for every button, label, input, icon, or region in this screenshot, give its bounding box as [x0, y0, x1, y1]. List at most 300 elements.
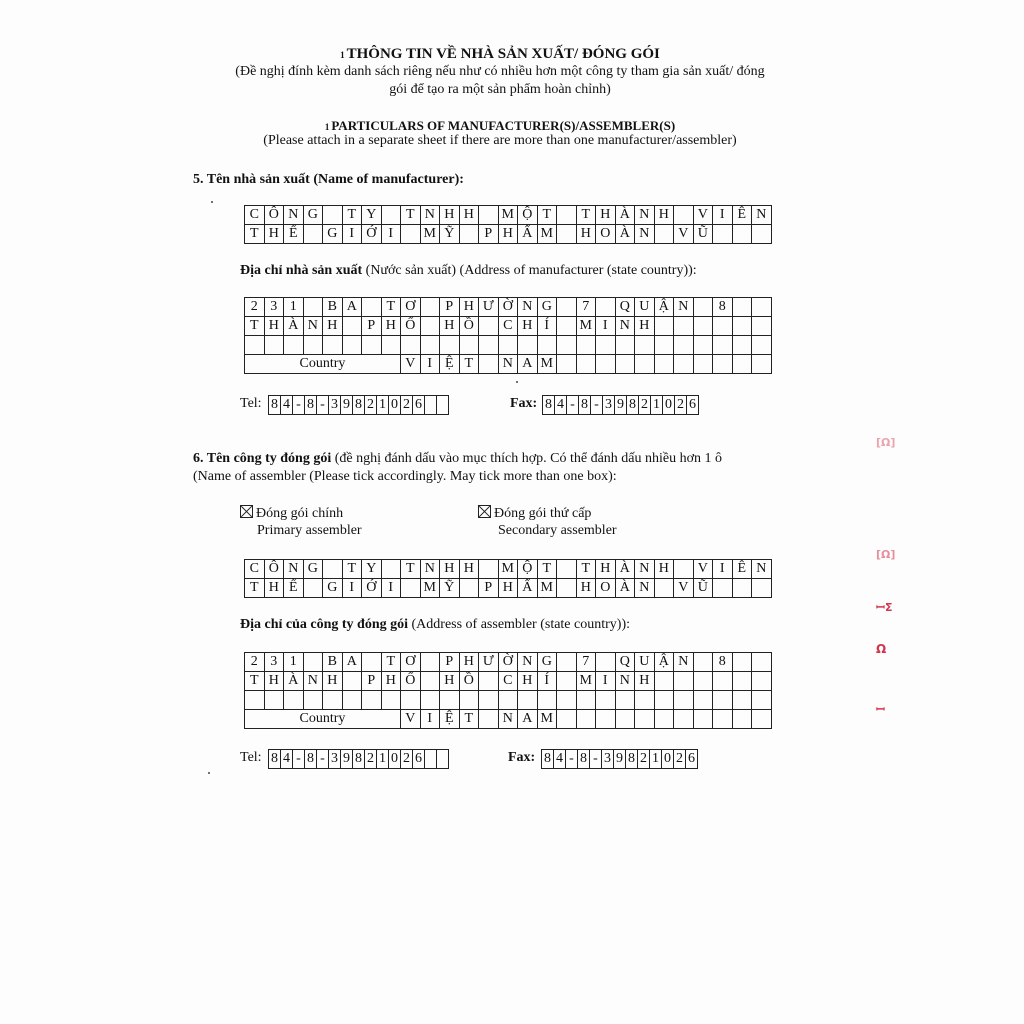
grid-cell: 8 — [579, 396, 591, 415]
grid-cell — [752, 672, 772, 691]
grid-cell: N — [498, 355, 518, 374]
grid-cell — [264, 691, 284, 710]
grid-cell — [420, 298, 440, 317]
grid-cell: - — [566, 750, 578, 769]
grid-cell: 1 — [284, 298, 304, 317]
grid-cell: 2 — [365, 750, 377, 769]
grid-cell: Ệ — [440, 355, 460, 374]
manufacturer-name-grid — [244, 205, 772, 244]
grid-cell: M — [498, 206, 518, 225]
grid-cell: T — [401, 206, 421, 225]
manufacturer-tel-boxes — [268, 395, 449, 415]
grid-cell: M — [576, 317, 596, 336]
grid-cell — [713, 317, 733, 336]
grid-cell — [732, 579, 752, 598]
grid-cell: Y — [362, 560, 382, 579]
grid-cell: H — [440, 560, 460, 579]
grid-cell: 4 — [555, 396, 567, 415]
grid-cell: I — [713, 206, 733, 225]
secondary-checkbox-checked[interactable] — [478, 505, 491, 518]
grid-cell: N — [303, 672, 323, 691]
grid-cell — [654, 225, 674, 244]
grid-cell: N — [420, 206, 440, 225]
grid-cell: T — [342, 206, 362, 225]
grid-cell: M — [537, 579, 557, 598]
grid-cell: 7 — [576, 653, 596, 672]
grid-cell: Ô — [264, 206, 284, 225]
grid-cell: H — [635, 672, 655, 691]
grid-cell: 9 — [614, 750, 626, 769]
grid-cell: 6 — [413, 396, 425, 415]
grid-cell: P — [479, 579, 499, 598]
assembler-address-label: Địa chỉ của công ty đóng gói (Address of assembler (state country)): — [240, 617, 630, 632]
grid-cell — [284, 336, 304, 355]
subtitle-en: (Please attach in a separate sheet if there are more than one manufacturer/assembler) — [263, 133, 737, 148]
grid-cell: G — [323, 225, 343, 244]
grid-cell: H — [635, 317, 655, 336]
grid-cell — [596, 653, 616, 672]
grid-cell — [654, 672, 674, 691]
grid-cell — [437, 396, 449, 415]
grid-cell — [557, 336, 577, 355]
grid-cell — [498, 691, 518, 710]
section5-heading: 5. Tên nhà sản xuất (Name of manufacturer): — [193, 172, 464, 187]
grid-cell — [245, 691, 265, 710]
grid-cell: 8 — [627, 396, 639, 415]
grid-cell — [752, 579, 772, 598]
grid-cell: Ệ — [440, 710, 460, 729]
grid-cell: N — [303, 317, 323, 336]
grid-cell: V — [693, 206, 713, 225]
grid-cell: 7 — [576, 298, 596, 317]
grid-cell: T — [459, 355, 479, 374]
grid-cell — [693, 355, 713, 374]
grid-cell: N — [518, 298, 538, 317]
grid-cell: T — [245, 579, 265, 598]
grid-cell: Ơ — [401, 298, 421, 317]
speck — [211, 201, 213, 203]
grid-cell: 4 — [281, 750, 293, 769]
grid-cell — [479, 355, 499, 374]
grid-cell — [615, 710, 635, 729]
grid-cell — [362, 653, 382, 672]
grid-cell — [459, 225, 479, 244]
grid-cell: 8 — [353, 750, 365, 769]
grid-cell — [303, 653, 323, 672]
grid-cell — [654, 579, 674, 598]
grid-cell — [342, 691, 362, 710]
grid-cell — [342, 317, 362, 336]
grid-cell: N — [284, 560, 304, 579]
grid-cell — [420, 653, 440, 672]
grid-cell — [752, 225, 772, 244]
grid-row — [245, 653, 772, 672]
grid-cell — [654, 710, 674, 729]
grid-cell — [693, 691, 713, 710]
grid-cell — [732, 298, 752, 317]
grid-cell — [459, 691, 479, 710]
grid-cell — [654, 691, 674, 710]
grid-cell — [713, 579, 733, 598]
grid-cell: Ớ — [362, 579, 382, 598]
grid-cell: U — [635, 653, 655, 672]
title-en-marker: 1 — [324, 122, 330, 133]
grid-cell: N — [635, 225, 655, 244]
grid-cell: I — [596, 317, 616, 336]
grid-cell: T — [459, 710, 479, 729]
stamp-mark-1: [Ω] — [876, 436, 896, 449]
grid-cell: M — [420, 225, 440, 244]
grid-cell — [420, 691, 440, 710]
number-row — [543, 396, 699, 415]
grid-cell: I — [342, 579, 362, 598]
speck — [516, 381, 518, 383]
grid-cell — [693, 317, 713, 336]
grid-cell: T — [342, 560, 362, 579]
primary-checkbox-checked[interactable] — [240, 505, 253, 518]
grid-cell — [381, 206, 401, 225]
grid-cell — [732, 317, 752, 336]
grid-cell: 3 — [329, 396, 341, 415]
grid-cell: P — [362, 317, 382, 336]
grid-cell: Y — [362, 206, 382, 225]
grid-cell: 8 — [713, 298, 733, 317]
grid-cell: 2 — [639, 396, 651, 415]
grid-cell — [732, 710, 752, 729]
grid-cell: H — [459, 206, 479, 225]
grid-cell: - — [590, 750, 602, 769]
assembler-tel-label: Tel: — [240, 750, 262, 765]
grid-cell: Ư — [479, 298, 499, 317]
grid-cell: H — [381, 317, 401, 336]
grid-cell: Í — [537, 672, 557, 691]
grid-cell — [713, 225, 733, 244]
secondary-assembler-option[interactable]: Đóng gói thứ cấp — [478, 505, 591, 522]
grid-cell: 8 — [269, 750, 281, 769]
grid-cell: 2 — [245, 298, 265, 317]
grid-cell — [596, 355, 616, 374]
grid-cell: M — [420, 579, 440, 598]
grid-row — [245, 691, 772, 710]
grid-cell — [693, 336, 713, 355]
grid-cell — [381, 560, 401, 579]
grid-cell: Ờ — [498, 298, 518, 317]
grid-cell: A — [518, 710, 538, 729]
grid-cell — [752, 317, 772, 336]
grid-cell — [537, 691, 557, 710]
grid-cell — [479, 206, 499, 225]
grid-cell — [362, 691, 382, 710]
grid-cell — [401, 691, 421, 710]
manufacturer-fax-boxes — [542, 395, 699, 415]
grid-cell: V — [401, 355, 421, 374]
grid-cell — [557, 672, 577, 691]
grid-cell: 2 — [365, 396, 377, 415]
grid-cell — [713, 691, 733, 710]
grid-cell — [674, 317, 694, 336]
grid-cell: I — [420, 355, 440, 374]
country-label: Country — [245, 710, 401, 729]
grid-row — [245, 579, 772, 598]
grid-cell — [518, 691, 538, 710]
grid-cell: T — [245, 317, 265, 336]
grid-cell: T — [576, 560, 596, 579]
grid-cell — [713, 336, 733, 355]
grid-cell — [635, 710, 655, 729]
grid-cell: Ẩ — [518, 225, 538, 244]
grid-cell: Q — [615, 298, 635, 317]
grid-cell: H — [440, 672, 460, 691]
grid-cell — [479, 710, 499, 729]
assembler-tel-boxes — [268, 749, 449, 769]
title-en: 1 PARTICULARS OF MANUFACTURER(S)/ASSEMBLER(S) — [324, 118, 676, 133]
grid-cell — [264, 336, 284, 355]
grid-cell: À — [615, 206, 635, 225]
grid-cell: N — [635, 206, 655, 225]
grid-row — [245, 336, 772, 355]
grid-cell — [557, 579, 577, 598]
grid-cell: 0 — [389, 396, 401, 415]
grid-cell: 8 — [305, 750, 317, 769]
grid-cell: Ậ — [654, 653, 674, 672]
grid-cell: 8 — [305, 396, 317, 415]
grid-cell: H — [596, 560, 616, 579]
grid-cell: I — [420, 710, 440, 729]
grid-cell — [440, 691, 460, 710]
grid-cell: N — [420, 560, 440, 579]
grid-cell — [479, 691, 499, 710]
grid-cell: B — [323, 298, 343, 317]
grid-cell: 9 — [341, 750, 353, 769]
grid-cell — [576, 691, 596, 710]
grid-cell — [557, 710, 577, 729]
grid-cell — [425, 396, 437, 415]
grid-row — [245, 206, 772, 225]
grid-cell: G — [303, 560, 323, 579]
grid-cell — [303, 691, 323, 710]
number-row — [269, 750, 449, 769]
grid-cell — [284, 691, 304, 710]
grid-cell: H — [264, 225, 284, 244]
grid-cell: T — [576, 206, 596, 225]
grid-cell — [479, 317, 499, 336]
grid-cell: I — [342, 225, 362, 244]
grid-cell: H — [654, 206, 674, 225]
grid-cell: - — [293, 396, 305, 415]
assembler-fax-label: Fax: — [508, 750, 536, 765]
grid-cell — [596, 336, 616, 355]
grid-cell — [303, 336, 323, 355]
grid-cell: 8 — [626, 750, 638, 769]
grid-cell — [576, 355, 596, 374]
grid-cell: 0 — [389, 750, 401, 769]
grid-cell — [323, 206, 343, 225]
grid-cell — [420, 336, 440, 355]
grid-cell: 9 — [341, 396, 353, 415]
assembler-address-grid — [244, 652, 772, 729]
grid-cell: P — [362, 672, 382, 691]
grid-cell — [557, 206, 577, 225]
grid-cell: 2 — [401, 396, 413, 415]
grid-cell — [615, 691, 635, 710]
grid-cell — [381, 691, 401, 710]
grid-cell: H — [440, 206, 460, 225]
grid-cell: V — [674, 225, 694, 244]
grid-cell: H — [459, 560, 479, 579]
primary-assembler-option[interactable]: Đóng gói chính — [240, 505, 343, 522]
grid-cell — [674, 672, 694, 691]
grid-cell — [752, 653, 772, 672]
grid-cell — [615, 336, 635, 355]
grid-cell — [596, 691, 616, 710]
grid-cell: C — [245, 560, 265, 579]
grid-cell — [732, 653, 752, 672]
grid-cell: 3 — [603, 396, 615, 415]
grid-cell: N — [615, 672, 635, 691]
grid-cell: G — [537, 653, 557, 672]
grid-cell — [713, 355, 733, 374]
grid-cell: 2 — [674, 750, 686, 769]
grid-cell — [323, 560, 343, 579]
grid-cell: A — [342, 298, 362, 317]
grid-cell: H — [576, 579, 596, 598]
grid-cell: Ồ — [459, 317, 479, 336]
grid-cell: 4 — [554, 750, 566, 769]
grid-cell: O — [596, 579, 616, 598]
grid-cell: P — [440, 653, 460, 672]
speck — [208, 772, 210, 774]
grid-cell — [596, 710, 616, 729]
grid-cell: H — [264, 672, 284, 691]
grid-cell — [693, 298, 713, 317]
grid-cell: À — [615, 560, 635, 579]
grid-cell: 3 — [329, 750, 341, 769]
subtitle-vi-line1: (Đề nghị đính kèm danh sách riêng nếu như có nhiều hơn một công ty tham gia sản xuất/ đóng — [235, 64, 765, 79]
grid-cell — [732, 355, 752, 374]
grid-cell: À — [615, 225, 635, 244]
grid-cell: Ỹ — [440, 225, 460, 244]
manufacturer-address-grid — [244, 297, 772, 374]
grid-cell: Ũ — [693, 225, 713, 244]
grid-cell — [537, 336, 557, 355]
title-vi: 1 THÔNG TIN VỀ NHÀ SẢN XUẤT/ ĐÓNG GÓI — [340, 46, 660, 62]
primary-assembler-en: Primary assembler — [257, 523, 362, 538]
grid-cell — [752, 710, 772, 729]
grid-row — [245, 225, 772, 244]
grid-cell: 0 — [663, 396, 675, 415]
stamp-mark-2: [Ω] — [876, 548, 896, 561]
grid-cell: H — [323, 672, 343, 691]
grid-cell: 6 — [413, 750, 425, 769]
grid-cell — [576, 336, 596, 355]
grid-cell — [420, 317, 440, 336]
section6-heading-line2: (Name of assembler (Please tick accordingly. May tick more than one box): — [193, 469, 617, 484]
grid-cell — [557, 355, 577, 374]
grid-cell — [674, 355, 694, 374]
grid-cell: Ỹ — [440, 579, 460, 598]
assembler-name-grid — [244, 559, 772, 598]
grid-cell: G — [303, 206, 323, 225]
grid-cell: V — [401, 710, 421, 729]
grid-cell: P — [479, 225, 499, 244]
country-row — [245, 355, 772, 374]
grid-cell: M — [576, 672, 596, 691]
section6-heading: 6. Tên công ty đóng gói (đề nghị đánh dấu vào mục thích hợp. Có thể đánh dấu nhiều hơn 1 ô — [193, 451, 723, 466]
grid-cell — [693, 710, 713, 729]
number-row — [542, 750, 698, 769]
grid-cell: H — [381, 672, 401, 691]
grid-cell: À — [284, 317, 304, 336]
grid-cell — [732, 672, 752, 691]
grid-cell: 3 — [264, 653, 284, 672]
grid-cell: N — [635, 560, 655, 579]
grid-cell: A — [518, 355, 538, 374]
grid-cell: T — [245, 672, 265, 691]
grid-cell: - — [317, 750, 329, 769]
grid-cell — [459, 579, 479, 598]
grid-cell: V — [693, 560, 713, 579]
grid-cell: H — [596, 206, 616, 225]
grid-cell: I — [381, 579, 401, 598]
grid-cell — [557, 225, 577, 244]
grid-cell: P — [440, 298, 460, 317]
grid-cell — [557, 691, 577, 710]
grid-cell — [425, 750, 437, 769]
grid-cell — [557, 560, 577, 579]
grid-cell: Ố — [401, 672, 421, 691]
grid-cell: N — [635, 579, 655, 598]
grid-cell: H — [323, 317, 343, 336]
grid-cell: C — [245, 206, 265, 225]
grid-cell: 8 — [542, 750, 554, 769]
grid-cell — [635, 336, 655, 355]
grid-cell — [752, 355, 772, 374]
grid-cell: U — [635, 298, 655, 317]
grid-cell: T — [401, 560, 421, 579]
grid-cell: I — [381, 225, 401, 244]
grid-cell — [245, 336, 265, 355]
grid-cell: 2 — [401, 750, 413, 769]
grid-cell: Ờ — [498, 653, 518, 672]
grid-cell — [401, 225, 421, 244]
grid-cell — [303, 579, 323, 598]
grid-cell: Ộ — [518, 206, 538, 225]
manufacturer-tel-label: Tel: — [240, 396, 262, 411]
grid-cell: 1 — [377, 750, 389, 769]
grid-cell — [437, 750, 449, 769]
grid-cell: Ậ — [654, 298, 674, 317]
grid-cell — [732, 691, 752, 710]
grid-cell: 1 — [651, 396, 663, 415]
grid-cell — [557, 653, 577, 672]
grid-cell: Ư — [479, 653, 499, 672]
grid-cell: M — [537, 355, 557, 374]
grid-cell: I — [713, 560, 733, 579]
grid-cell: Q — [615, 653, 635, 672]
grid-cell: C — [498, 317, 518, 336]
grid-cell: G — [323, 579, 343, 598]
grid-cell: 8 — [353, 396, 365, 415]
grid-cell: H — [518, 672, 538, 691]
grid-cell: 8 — [543, 396, 555, 415]
grid-cell: V — [674, 579, 694, 598]
grid-cell — [342, 336, 362, 355]
grid-cell — [498, 336, 518, 355]
grid-cell — [479, 336, 499, 355]
grid-cell: Ê — [732, 560, 752, 579]
grid-cell — [732, 225, 752, 244]
grid-cell: Ô — [264, 560, 284, 579]
